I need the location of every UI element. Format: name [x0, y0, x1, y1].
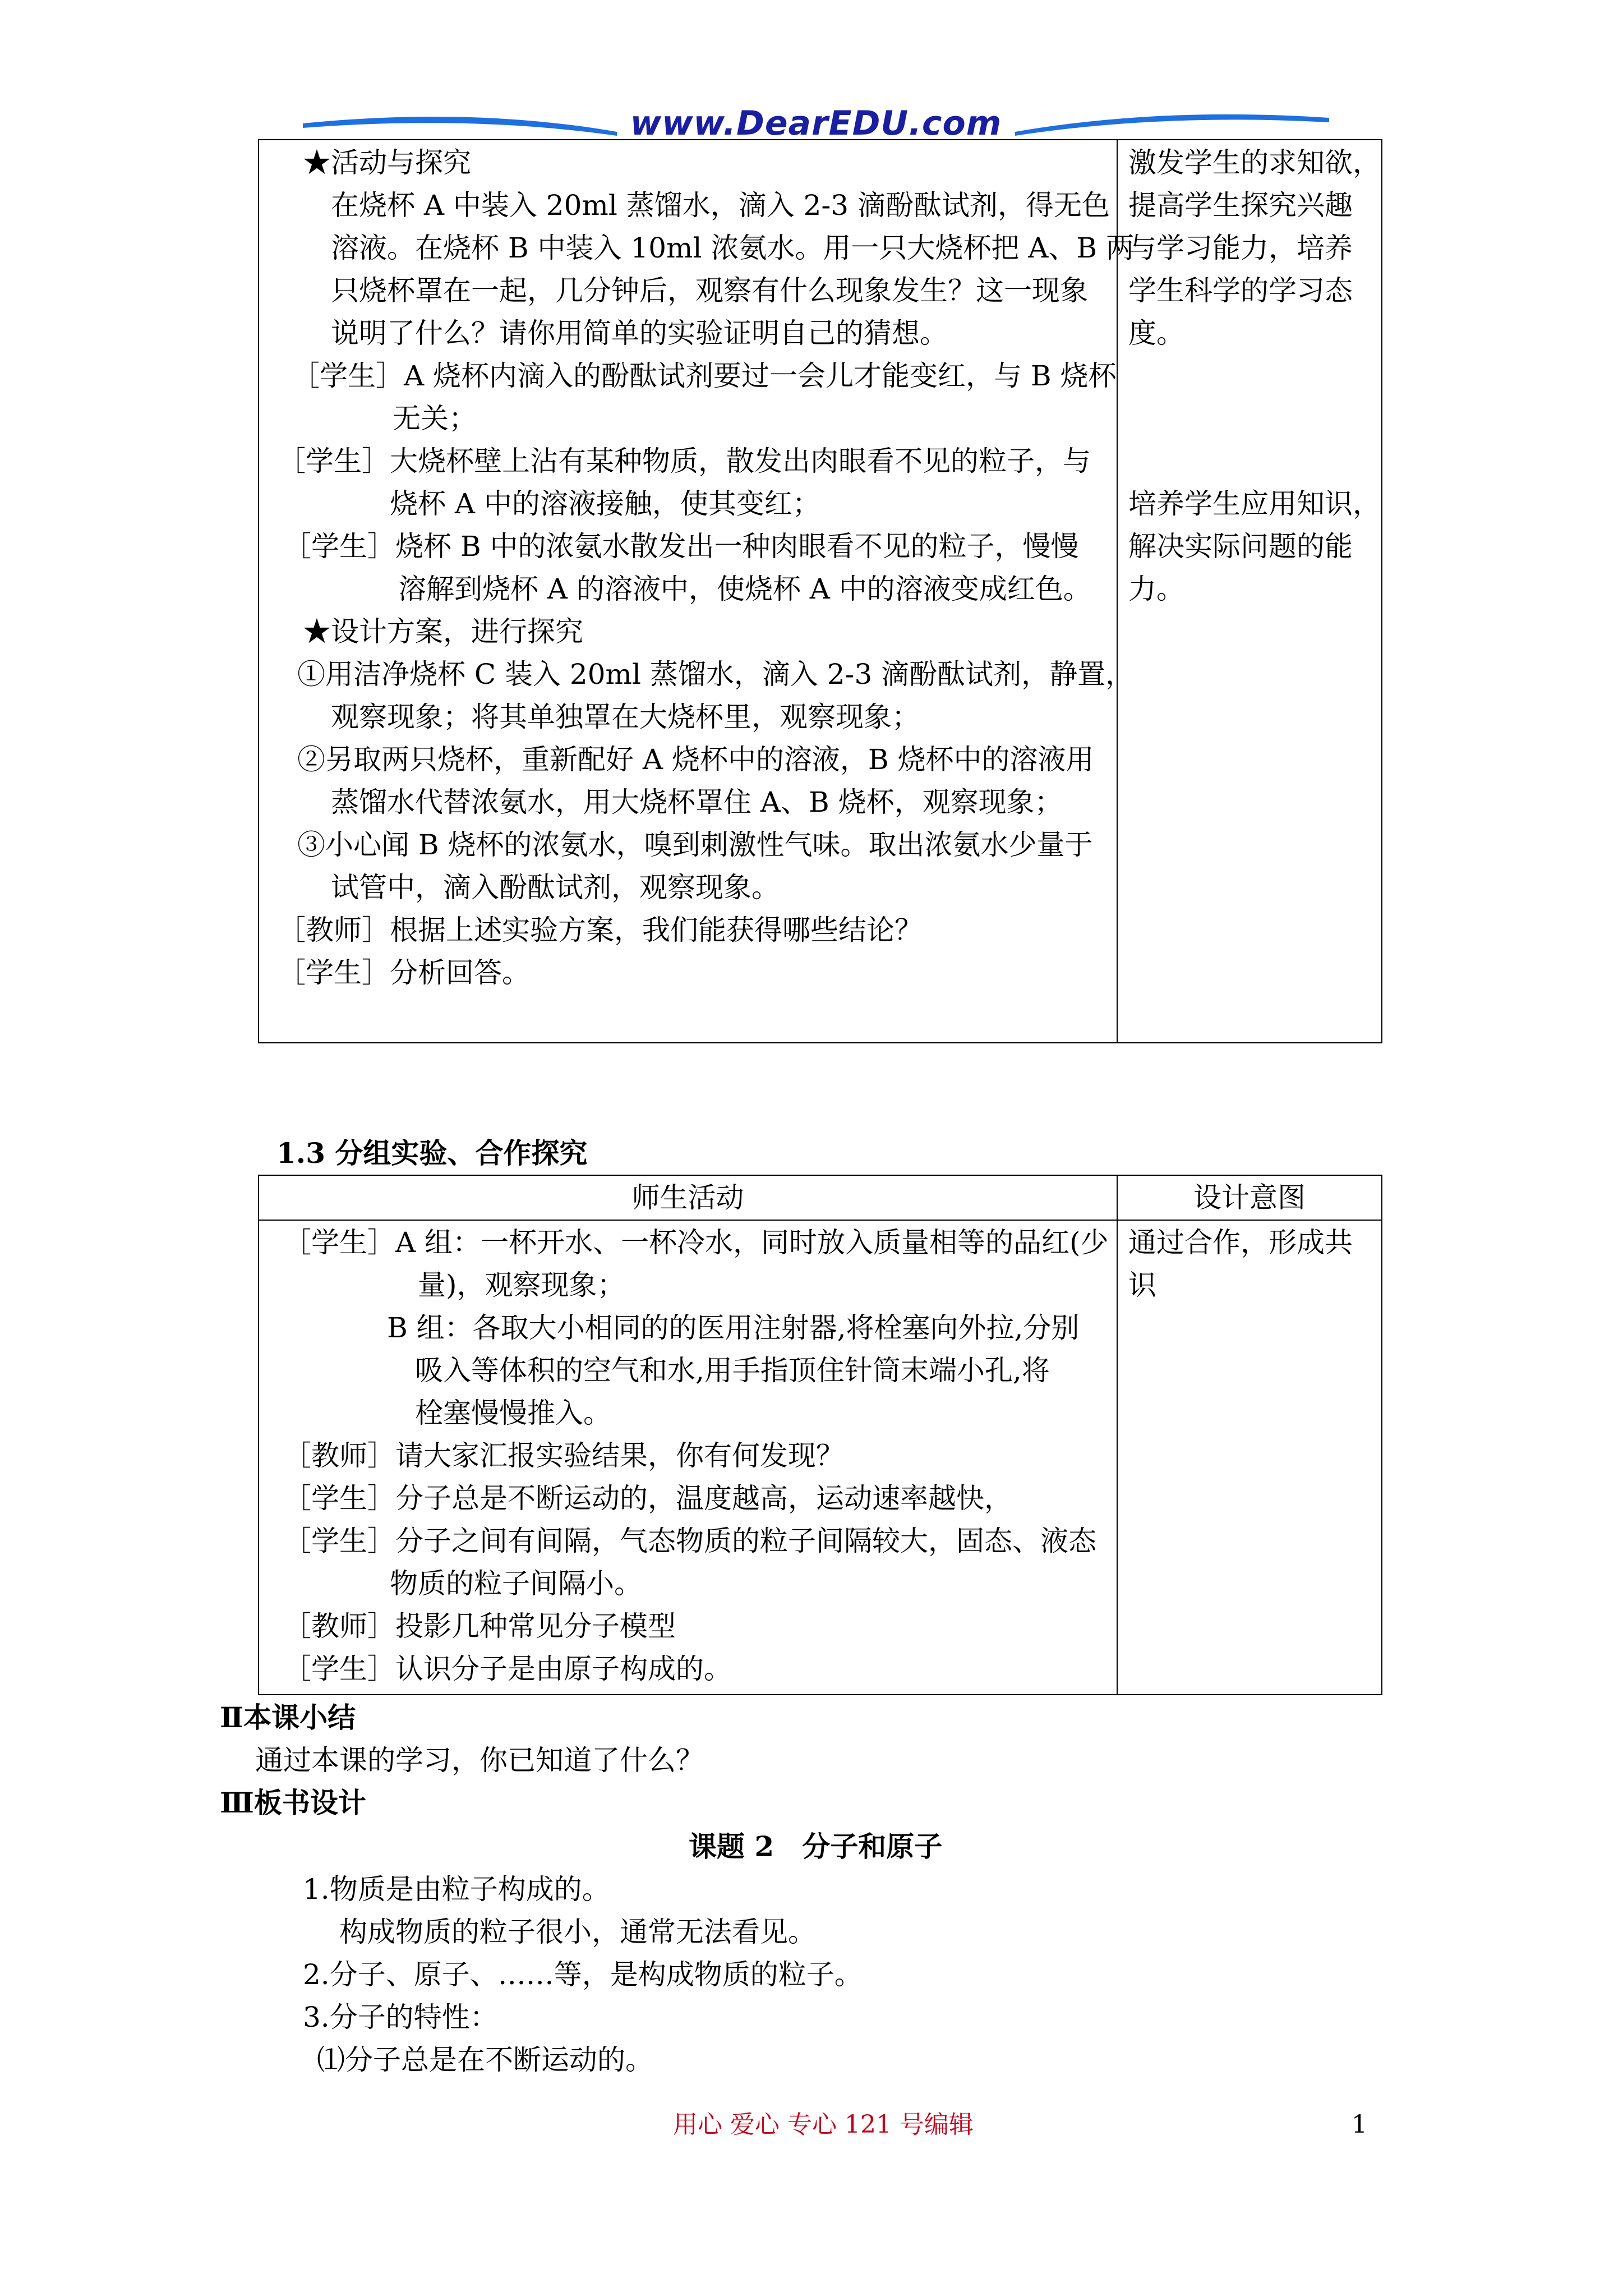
- t1-right-line: 学生科学的学习态: [1128, 274, 1353, 307]
- t2-line: 量)，观察现象；: [418, 1269, 625, 1301]
- summary-heading: Ⅱ本课小结: [220, 1701, 356, 1734]
- t1-line: 溶液。在烧杯 B 中装入 10ml 浓氨水。用一只大烧杯把 A、B 两: [331, 232, 1134, 264]
- board-line: 构成物质的粒子很小，通常无法看见。: [339, 1916, 816, 1948]
- t1-right-line: 激发学生的求知欲，: [1128, 146, 1381, 179]
- t1-line: 试管中，滴入酚酞试剂，观察现象。: [331, 871, 780, 904]
- t1-line: 说明了什么？请你用简单的实验证明自己的猜想。: [331, 317, 948, 349]
- board-line: 1.物质是由粒子构成的。: [303, 1873, 610, 1906]
- t2-line: ［学生］认识分子是由原子构成的。: [283, 1653, 732, 1685]
- t1-line: 蒸馏水代替浓氨水，用大烧杯罩住 A、B 烧杯，观察现象；: [331, 786, 1063, 818]
- board-line: ⑴分子总是在不断运动的。: [317, 2044, 653, 2076]
- t1-line: ①用洁净烧杯 C 装入 20ml 蒸馏水，滴入 2-3 滴酚酞试剂，静置，: [297, 658, 1134, 691]
- board-heading: Ⅲ板书设计: [220, 1786, 366, 1819]
- t1-line: 溶解到烧杯 A 的溶液中，使烧杯 A 中的溶液变成红色。: [398, 573, 1091, 605]
- t1-line: ②另取两只烧杯，重新配好 A 烧杯中的溶液，B 烧杯中的溶液用: [297, 743, 1094, 776]
- board-line: 2.分子、原子、……等，是构成物质的粒子。: [303, 1958, 863, 1991]
- t2-line: ［教师］投影几种常见分子模型: [283, 1610, 676, 1642]
- t1-line: ［学生］分析回答。: [278, 956, 530, 989]
- t1-right-line: 力。: [1128, 573, 1184, 605]
- t1-line: ［教师］根据上述实验方案，我们能获得哪些结论？: [278, 914, 923, 946]
- table2-header-intent: 设计意图: [1193, 1181, 1306, 1214]
- t1-line: 无关；: [393, 402, 477, 435]
- t2-line: ［教师］请大家汇报实验结果，你有何发现？: [283, 1439, 844, 1472]
- t1-line: 烧杯 A 中的溶液接触，使其变红；: [390, 487, 820, 520]
- t1-right-line: 与学习能力，培养: [1128, 232, 1353, 264]
- summary-text: 通过本课的学习，你已知道了什么？: [255, 1744, 704, 1777]
- t2-line: 吸入等体积的空气和水,用手指顶住针筒末端小孔,将: [415, 1354, 1050, 1387]
- t1-line: ③小心闻 B 烧杯的浓氨水，嗅到刺激性气味。取出浓氨水少量于: [297, 829, 1093, 861]
- t1-line: 在烧杯 A 中装入 20ml 蒸馏水，滴入 2-3 滴酚酞试剂，得无色: [331, 189, 1110, 222]
- t2-line: 栓塞慢慢推入。: [415, 1397, 611, 1429]
- t2-line: B 组：各取大小相同的的医用注射器,将栓塞向外拉,分别: [387, 1312, 1080, 1344]
- t2-line: ［学生］分子之间有间隔，气态物质的粒子间隔较大，固态、液态: [283, 1525, 1096, 1557]
- board-title: 课题 2 分子和原子: [689, 1830, 943, 1863]
- t1-line: ★设计方案，进行探究: [303, 615, 583, 648]
- logo-text: www.DearEDU.com: [630, 104, 1002, 143]
- t2-line: 物质的粒子间隔小。: [390, 1567, 642, 1600]
- t1-right-line: 培养学生应用知识，: [1128, 487, 1381, 520]
- t1-right-line: 提高学生探究兴趣: [1128, 189, 1353, 222]
- t1-right-line: 解决实际问题的能: [1128, 530, 1353, 563]
- t1-line: ［学生］大烧杯壁上沾有某种物质，散发出肉眼看不见的粒子，与: [278, 445, 1091, 477]
- t1-line: 观察现象；将其单独罩在大烧杯里，观察现象；: [331, 701, 920, 733]
- page-number: 1: [1352, 2110, 1367, 2139]
- t1-line: 只烧杯罩在一起，几分钟后，观察有什么现象发生？这一现象: [331, 274, 1088, 307]
- table2-header-activities: 师生活动: [631, 1181, 744, 1214]
- t2-right-line: 通过合作，形成共: [1128, 1226, 1353, 1259]
- t2-line: ［学生］A 组：一杯开水、一杯冷水，同时放入质量相等的品红(少: [283, 1226, 1109, 1259]
- t1-line: ［学生］A 烧杯内滴入的酚酞试剂要过一会儿才能变红，与 B 烧杯: [292, 360, 1117, 392]
- section-heading-1-3: 1.3 分组实验、合作探究: [276, 1137, 588, 1170]
- t2-line: ［学生］分子总是不断运动的，温度越高，运动速率越快，: [283, 1482, 1012, 1515]
- board-line: 3.分子的特性：: [303, 2001, 498, 2033]
- t1-right-line: 度。: [1128, 317, 1184, 349]
- footer-note: 用心 爱心 专心 121 号编辑: [673, 2110, 974, 2139]
- table2-body-right-cell: [1117, 1220, 1382, 1695]
- t1-line: ★活动与探究: [303, 146, 471, 179]
- t2-right-line: 识: [1128, 1269, 1156, 1301]
- t1-line: ［学生］烧杯 B 中的浓氨水散发出一种肉眼看不见的粒子，慢慢: [283, 530, 1079, 563]
